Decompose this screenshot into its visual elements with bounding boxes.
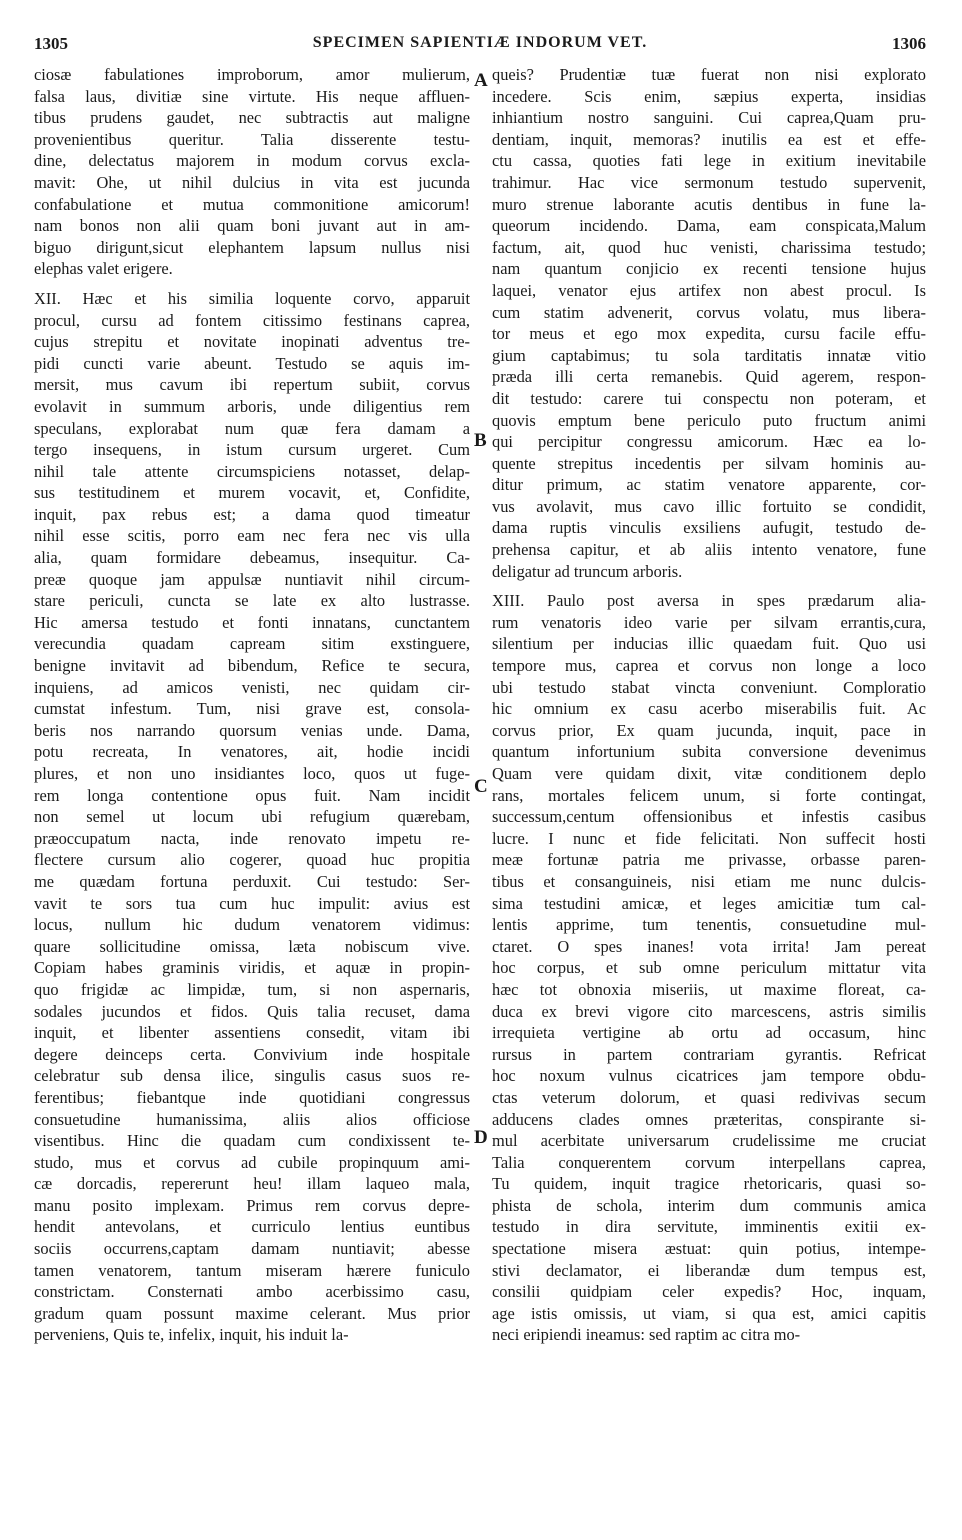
text-line: sodales jucundos et fidos. Quis talia recuset, dama [34, 1001, 470, 1021]
text-line: præoccupatum nacta, inde renovato impetu re- [34, 828, 470, 848]
text-line: hoc corpus, et sub omne periculum mittatur vita [492, 958, 926, 978]
text-line: queorum incidendo. Dama, eam conspicata,Malum [492, 216, 926, 236]
text-line: incedere. Scis enim, sæpius experta, insidias [492, 86, 926, 106]
text-line: lentis apprime, tum tenentis, consuetudine mul- [492, 915, 926, 935]
text-line: hendit antevolans, et curriculo lentius euntibus [34, 1217, 470, 1237]
text-line: mul acerbitate universarum crudelissime me cruciat [492, 1131, 926, 1151]
text-line: nihil tale attente circumspiciens notasset, delap- [34, 461, 470, 481]
text-line: nihil esse scitis, porro eam nec fera nec vis ulla [34, 526, 470, 546]
text-line: hæc tot obnoxia miseriis, ut maxime floreat, ca- [492, 979, 926, 999]
text-line: tibus et consanguineis, nisi etiam me nunc dulcis- [492, 871, 926, 891]
text-line: spectatione misera æstuat: quin potius, intempe- [492, 1239, 926, 1259]
text-line: sus testitudinem et murem vocavit, et, Confidite, [34, 483, 470, 503]
margin-marker-a: A [474, 70, 488, 91]
text-line: tamen venatorem, tantum miseram hærere funiculo [34, 1260, 470, 1280]
text-line: locus, nullum hic dudum venatorem vidimus: [34, 915, 470, 935]
text-line: consilii quidpiam celer expedis? Hoc, inquam, [492, 1282, 926, 1302]
margin-marker-b: B [474, 430, 487, 451]
text-line: beris nos narrando quorsum venias unde. Dama, [34, 720, 470, 740]
text-line: prehensa capitur, et ab aliis intento venatore, fune [492, 540, 926, 560]
text-line: nam quantum conjicio ex recenti tensione hujus [492, 259, 926, 279]
text-line: neci eripiendi ineamus: sed raptim ac citra mo- [492, 1325, 801, 1345]
paragraph-gap [34, 280, 470, 288]
text-line: ctas veterum dolorum, et quasi redivivas secum [492, 1087, 926, 1107]
text-line: falsa laus, divitiæ sine virtute. His neque affluen- [34, 86, 470, 106]
text-line: celebratur sub densa ilice, singulis casus suos re- [34, 1066, 470, 1086]
text-line: ctaret. O spes inanes! vota irrita! Jam pereat [492, 936, 926, 956]
text-line: ubi testudo stabat vincta conveniunt. Comploratio [492, 677, 926, 697]
text-line: visentibus. Hinc die quadam cum condixissent te- [34, 1131, 470, 1151]
text-line: tergo insequens, in istum cursum urgeret. Cum [34, 440, 470, 460]
text-line: confabulatione et mutua commonitione amicorum! [34, 194, 470, 214]
text-line: silentium per inducias illic quaedam fuit. Quo usi [492, 634, 926, 654]
text-line: cum statim advenerit, corvus volatu, mus libera- [492, 302, 926, 322]
text-line: factum, ait, quod huc venisti, charissima testudo; [492, 237, 926, 257]
text-line: stare periculi, cuncta se late ex alto lustrasse. [34, 591, 470, 611]
text-line: queis? Prudentiæ tuæ fuerat non nisi explorato [492, 65, 926, 84]
text-line: biguo dirigunt,sicut elephantem lapsum nullus nisi [34, 237, 470, 257]
text-line: dine, delectatus majorem in modum corvus excla- [34, 151, 470, 171]
text-line: pidi cuncti varie abeunt. Testudo se aquis im- [34, 353, 470, 373]
text-line: elephas valet erigere. [34, 259, 173, 279]
text-line: studo, mus et corvus ad cubile propinquum ami- [34, 1152, 470, 1172]
text-line: tempore mus, caprea et corvus non longe a loco [492, 656, 926, 676]
text-line: meæ fortunæ patria me privasse, orbasse paren- [492, 850, 926, 870]
text-line: plures, et non uno insidiantes loco, quos ut fuge- [34, 764, 470, 783]
text-line: testudo in dira servitute, imminentis exitii ex- [492, 1217, 926, 1237]
text-line: vavit te sors tua cum huc impulit: avius est [34, 893, 470, 913]
text-line: rum venatoris ideo varie per silvam errantis,cura, [492, 612, 926, 632]
text-line: Quam vere quidam dixit, vitæ conditionem deplo [492, 764, 926, 783]
text-line: XII. Hæc et his similia loquente corvo, apparuit [34, 288, 470, 308]
right-page-number: 1306 [892, 34, 926, 53]
text-line: rem longa contentione opus fuit. Nam incidit [34, 785, 470, 805]
text-line: consuetudine humanissima, aliis alios officiose [34, 1109, 470, 1129]
text-line: sima testudini amicæ, et leges amicitiæ tum cal- [492, 893, 926, 913]
text-line: duca ex brevi vigore cito marcescens, astris similis [492, 1001, 926, 1021]
text-line: hic omnium ex casu acerbo miserabilis fuit. Ac [492, 699, 926, 719]
text-line: manu posito implexam. Primus rem corvus depre- [34, 1195, 470, 1215]
text-line: Hic amersa testudo et fonti innatans, cunctantem [34, 612, 470, 632]
text-line: hoc noxum vulnus cicatrices jam tempore obdu- [492, 1066, 926, 1086]
text-line: nam bonos non alii quam boni juvant aut in am- [34, 216, 470, 236]
text-line: rursus in partem contrariam gyrantis. Refricat [492, 1044, 926, 1064]
text-line: me quædam fortuna perduxit. Cui testudo: Ser- [34, 871, 470, 891]
left-text-column [34, 64, 470, 1346]
text-line: adducens clades omnes præteritas, conspirante si- [492, 1109, 926, 1129]
text-line: Copiam habes graminis viridis, et aquæ in propin- [34, 958, 470, 978]
text-line: quantum infortunium subita conversione devenimus [492, 742, 926, 762]
left-page-number: 1305 [34, 34, 68, 53]
text-line: cujus strepitu et novitate inopinati adventus tre- [34, 332, 470, 352]
text-line: deligatur ad truncum arboris. [492, 561, 683, 581]
text-line: preæ quoque jam appulsæ nuntiavit nihil circum- [34, 569, 470, 589]
text-line: dama ruptis vinculis exsiliens aufugit, testudo de- [492, 518, 926, 538]
text-line: cæ dorcadis, repererunt heu! illam laqueo mala, [34, 1174, 470, 1194]
text-line: evolavit in summum arboris, unde diligentius rem [34, 396, 470, 416]
text-line: inhiantium nostro sanguini. Cui caprea,Quam pru- [492, 108, 926, 128]
text-line: rans, mortales felicem unum, si forte contingat, [492, 785, 926, 805]
text-line: gium captabimus; tu sola tarditatis innatæ vitio [492, 345, 926, 365]
text-line: provenientibus queritur. Talia disserente testu- [34, 129, 470, 149]
text-line: trahimur. Hac vice sermonum testudo supervenit, [492, 172, 926, 192]
text-line: quente strepitus incedentis per silvam hominis au- [492, 453, 926, 473]
text-line: Talia conquerentem corvum interpellans caprea, [492, 1152, 926, 1172]
text-line: perveniens, Quis te, infelix, inquit, his induit la- [34, 1325, 349, 1345]
text-line: procul, cursu ad fontem citissimo festinans caprea, [34, 310, 470, 330]
text-line: tor meus et ego mox expedita, cursu facile effu- [492, 324, 926, 344]
text-line: XIII. Paulo post aversa in spes prædarum alia- [492, 591, 926, 611]
text-line: ctu cassa, quoties fati lege in exitium inevitabile [492, 151, 926, 171]
text-line: inquiens, ad amicos venisti, nec quidam cir- [34, 677, 470, 697]
margin-marker-c: C [474, 776, 488, 797]
text-line: successum,centum offensionibus et infestis casibus [492, 807, 926, 827]
text-line: quo frigidæ ac limpidæ, tum, si non aspernaris, [34, 979, 470, 999]
text-line: phista de schola, interim dum communis amica [492, 1195, 926, 1215]
text-line: mavit: Ohe, ut nihil dulcius in vita est jucunda [34, 172, 470, 192]
text-line: laquei, venator ejus artifex non abest procul. Is [492, 280, 926, 300]
text-line: cumstat infestum. Tum, nisi grave est, consola- [34, 699, 470, 719]
text-line: degere deinceps certa. Convivium inde hospitale [34, 1044, 470, 1064]
text-line: stivi declamator, ei liberandæ dum tempus est, [492, 1260, 926, 1280]
text-line: alia, quam formidare debeamus, insequitur. Ca- [34, 548, 470, 568]
text-line: muro strenue laborante acutis dentibus in fune la- [492, 194, 926, 214]
text-line: ferentibus; fiebantque inde quotidiani congressus [34, 1087, 470, 1107]
text-line: inquit, pax rebus est; a dama quod timeatur [34, 504, 470, 524]
text-line: speculans, explorabat num quæ fera damam a [34, 418, 470, 438]
text-line: mersit, mus cavum ibi repertum subiit, corvus [34, 375, 470, 395]
right-text-column [492, 64, 926, 1346]
text-line: quare sollicitudine omissa, læta nobiscum vive. [34, 936, 470, 956]
text-line: dit testudo: carere tui conspectu non poteram, et [492, 388, 926, 408]
text-line: inquit, et libenter assentiens consedit, vitam ibi [34, 1023, 470, 1043]
text-line: corvus prior, Ex quam jucunda, inquit, pace in [492, 720, 926, 740]
text-line: verecundia quadam capream sitim exstinguere, [34, 634, 470, 654]
paragraph-gap [492, 582, 926, 590]
running-header [34, 34, 926, 60]
text-line: non semel ut locum ubi refugium quærebam, [34, 807, 470, 827]
text-line: præda illi certa remanebis. Quid agerem, respon- [492, 367, 926, 387]
text-line: age istis omissis, ut viam, si qua est, amici capitis [492, 1303, 926, 1323]
text-line: benigne invitavit ad bibendum, Refice te secura, [34, 656, 470, 676]
text-line: tibus prudens gaudet, nec subtractis aut maligne [34, 108, 470, 128]
margin-marker-d: D [474, 1127, 488, 1148]
text-line: vus avolavit, mus cavo illic fortuito se condidit, [492, 496, 926, 516]
text-line: sociis occurrens,captam damam nuntiavit; abesse [34, 1239, 470, 1259]
text-line: qui percipitur congressu amicorum. Hæc ea lo- [492, 432, 926, 452]
text-line: ditur primum, ac statim venatore apparente, cor- [492, 475, 926, 495]
text-line: potu recreata, In venatores, ait, hodie incidi [34, 742, 470, 762]
text-line: ciosæ fabulationes improborum, amor mulierum, [34, 65, 470, 84]
text-line: gradum quam possunt maxime celerant. Mus prior [34, 1303, 470, 1323]
text-line: Tu quidem, inquit tragice rhetoricaris, quasi so- [492, 1174, 926, 1194]
running-title: SPECIMEN SAPIENTIÆ INDORUM VET. [312, 34, 648, 51]
text-line: dentiam, inquit, memoras? inutilis ea est et effe- [492, 129, 926, 149]
text-line: lucre. I nunc et fide felicitati. Non suffecit hosti [492, 828, 926, 848]
text-line: constrictam. Consternati ambo acerbissimo casu, [34, 1282, 470, 1302]
text-line: flectere cursum alio cogerer, quoad huc propitia [34, 850, 470, 870]
text-line: irrequieta vertigine ab ortu ad occasum, hinc [492, 1023, 926, 1043]
text-line: quovis emptum bene periculo puto fructum animi [492, 410, 926, 430]
